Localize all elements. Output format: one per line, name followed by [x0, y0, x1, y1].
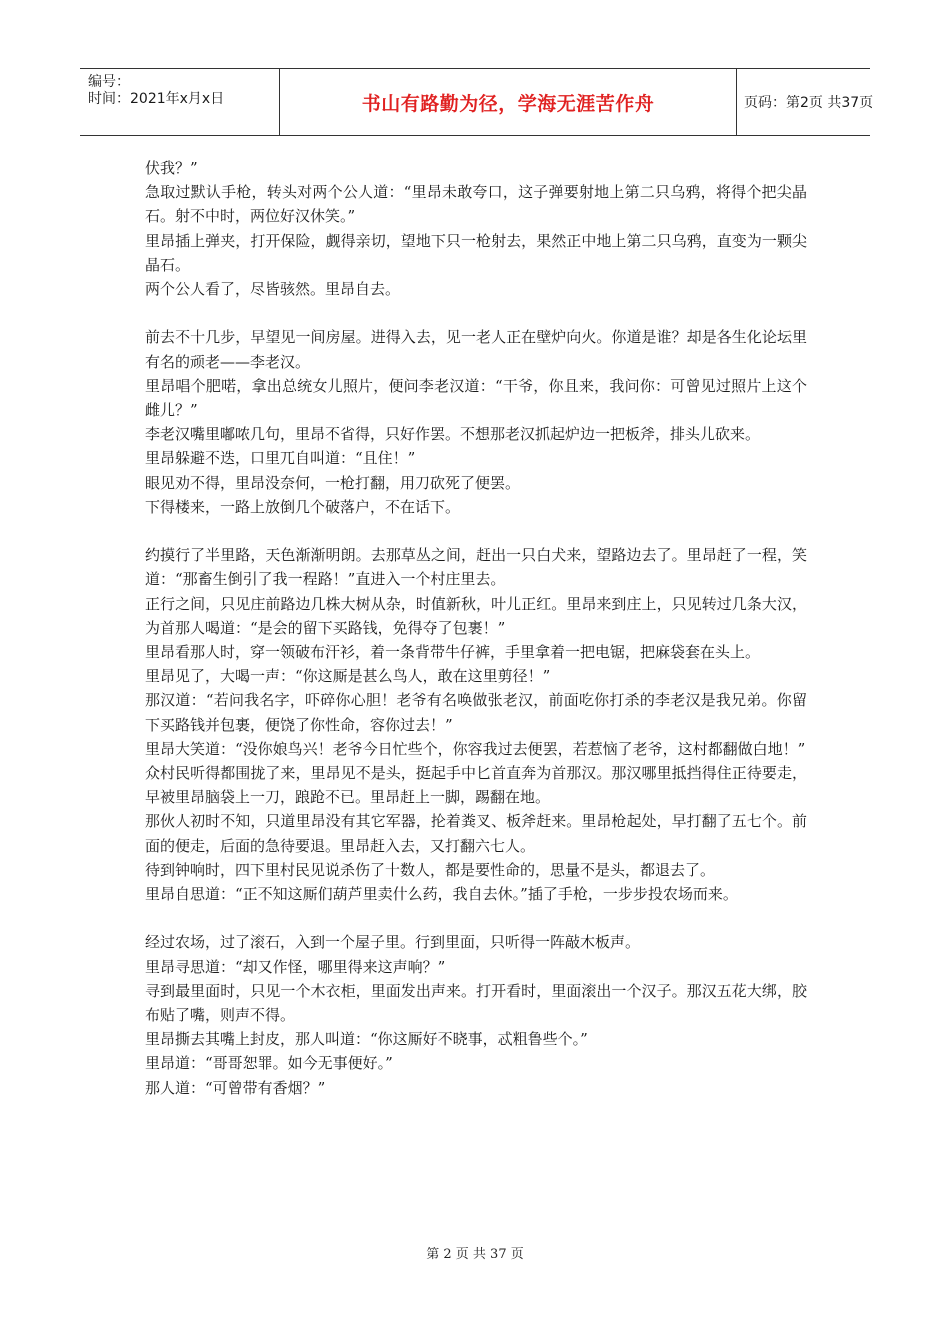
paragraph: 正行之间，只见庄前路边几株大树从杂，时值新秋，叶儿正红。里昂来到庄上，只见转过几条大汉，为首那人喝道：“是会的留下买路钱，免得夺了包裹！”: [145, 594, 807, 637]
footer-page-number: 第 2 页 共 37 页: [426, 1247, 524, 1262]
paragraph: 那汉道：“若问我名字，吓碎你心胆！老爷有名唤做张老汉，前面吃你打杀的李老汉是我兄弟。你留下买路钱并包裹，便饶了你性命，容你过去！”: [145, 691, 807, 734]
paragraph-gap: [145, 906, 807, 930]
serial-number-label: 编号：: [88, 74, 130, 90]
paragraph: 急取过默认手枪，转头对两个公人道：“里昂未敢夸口，这子弹要射地上第二只乌鸦，将得个把尖晶石。射不中时，两位好汉休笑。”: [145, 183, 807, 226]
paragraph: 李老汉嘴里嘟哝几句，里昂不省得，只好作罢。不想那老汉抓起炉边一把板斧，排头儿砍来。: [145, 425, 761, 444]
paragraph: 里昂插上弹夹，打开保险，觑得亲切，望地下只一枪射去，果然正中地上第二只乌鸦，直变为一颗尖晶石。: [145, 231, 807, 274]
paragraph: 里昂躲避不迭，口里兀自叫道：“且住！”: [145, 449, 416, 468]
page-header: [80, 68, 874, 136]
paragraph: 待到钟响时，四下里村民见说杀伤了十数人，都是要性命的，思量不是头，都退去了。: [145, 860, 716, 879]
paragraph: 经过农场，过了滚石，入到一个屋子里。行到里面，只听得一阵敲木板声。: [145, 933, 641, 952]
motto-text: 书山有路勤为径，学海无涯苦作舟: [361, 92, 655, 115]
paragraph: 里昂撕去其嘴上封皮，那人叫道：“你这厮好不晓事，忒粗鲁些个。”: [145, 1030, 588, 1049]
paragraph: 里昂自思道：“正不知这厮们葫芦里卖什么药，我自去休。”插了手枪，一步步投农场而来。: [145, 885, 738, 904]
paragraph: 里昂道：“哥哥恕罪。如今无事便好。”: [145, 1054, 393, 1073]
paragraph: 眼见劝不得，里昂没奈何，一枪打翻，用刀砍死了便罢。: [145, 473, 521, 492]
paragraph: 众村民听得都围拢了来，里昂见不是头，挺起手中匕首直奔为首那汉。那汉哪里抵挡得住正待要走，早被里昂脑袋上一刀，踉跄不已。里昂赶上一脚，踢翻在地。: [145, 764, 807, 807]
document-body: [145, 156, 807, 1100]
paragraph: 下得楼来，一路上放倒几个破落户，不在话下。: [145, 497, 461, 516]
paragraph: 寻到最里面时，只见一个木衣柜，里面发出声来。打开看时，里面滚出一个汉子。那汉五花大绑，胶布贴了嘴，则声不得。: [145, 981, 807, 1025]
paragraph: 两个公人看了，尽皆骇然。里昂自去。: [145, 280, 401, 299]
paragraph: 里昂看那人时，穿一领破布汗衫，着一条背带牛仔裤，手里拿着一把电锯，把麻袋套在头上。: [145, 643, 761, 662]
paragraph: 里昂大笑道：“没你娘鸟兴！老爷今日忙些个，你容我过去便罢，若惹恼了老爷，这村都翻做白地！”: [145, 739, 806, 758]
paragraph: 那伙人初时不知，只道里昂没有其它军器，抡着粪叉、板斧赶来。里昂枪起处，早打翻了五七个。前面的便走，后面的急待要退。里昂赶入去，又打翻六七人。: [145, 812, 807, 855]
page-footer: [0, 1243, 950, 1262]
page-info: 页码：第2页 共37页: [744, 95, 874, 111]
paragraph-gap: [145, 519, 807, 543]
header-meta-cell: [80, 69, 280, 135]
paragraph: 那人道：“可曾带有香烟？”: [145, 1078, 326, 1097]
paragraph: 前去不十几步，早望见一间房屋。进得入去，见一老人正在壁炉向火。你道是谁？却是各生化论坛里有名的顽老——李老汉。: [145, 328, 807, 371]
paragraph: 伏我？”: [145, 159, 198, 177]
paragraph: 里昂见了，大喝一声：“你这厮是甚么鸟人，敢在这里剪径！”: [145, 667, 551, 686]
paragraph: 约摸行了半里路，天色渐渐明朗。去那草丛之间，赶出一只白犬来，望路边去了。里昂赶了一程，笑道：“那畜生倒引了我一程路！”直进入一个村庄里去。: [145, 546, 807, 589]
date-line: 时间：2021年x月x日: [88, 91, 225, 107]
paragraph-gap: [145, 301, 807, 325]
paragraph: 里昂唱个肥喏，拿出总统女儿照片，便问李老汉道：“干爷，你且来，我问你：可曾见过照片上这个雌儿？”: [145, 376, 807, 420]
paragraph: 里昂寻思道：“却又作怪，哪里得来这声响？”: [145, 957, 446, 976]
header-page-cell: [737, 69, 874, 135]
header-motto-cell: [280, 69, 737, 135]
